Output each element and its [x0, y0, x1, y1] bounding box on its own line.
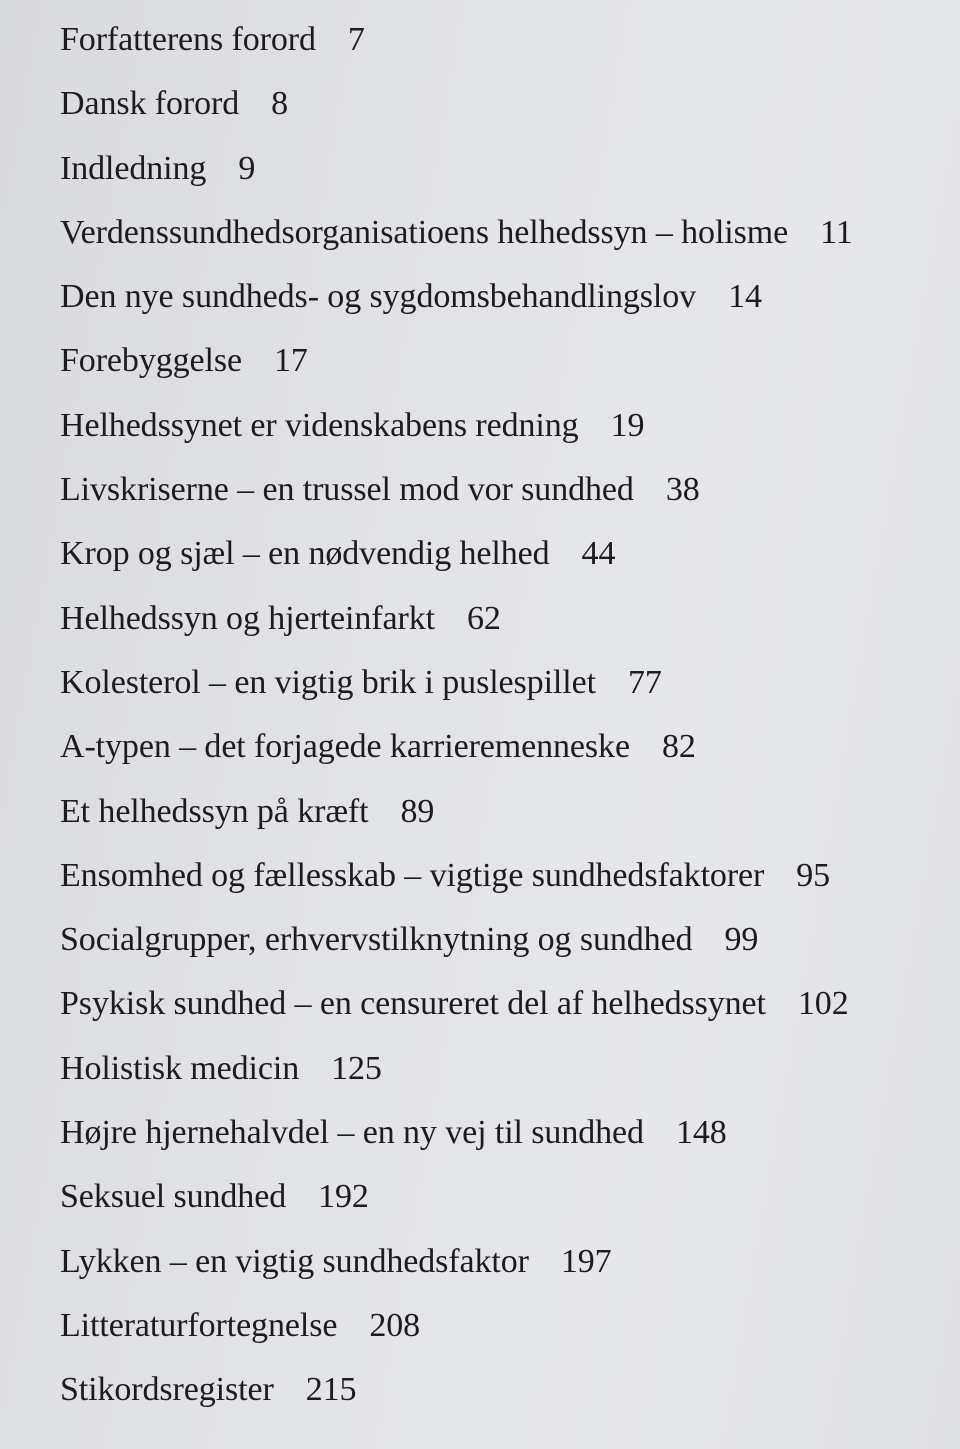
- toc-entry: [60, 207, 940, 271]
- toc-entry-page: 99: [724, 921, 759, 959]
- toc-entry-page: 17: [273, 342, 308, 380]
- toc-entry-page: 215: [305, 1371, 357, 1409]
- toc-entry: [60, 1236, 940, 1300]
- toc-entry-title: A-typen – det forjagede karrieremenneske: [60, 728, 630, 766]
- toc-entry-page: 82: [661, 728, 696, 766]
- toc-entry-title: Indledning: [60, 149, 207, 187]
- toc-entry-page: 192: [318, 1178, 369, 1216]
- toc-entry: [60, 1043, 940, 1107]
- toc-entry-title: Højre hjernehalvdel – en ny vej til sundhed: [60, 1114, 644, 1152]
- toc-entry-page: 9: [238, 149, 256, 187]
- toc-entry-title: Krop og sjæl – en nødvendig helhed: [60, 535, 550, 573]
- toc-entry-page: 89: [400, 792, 435, 830]
- toc-entry-page: 19: [610, 406, 645, 444]
- toc-entry-title: Socialgrupper, erhvervstilknytning og sundhed: [60, 921, 693, 959]
- toc-entry: [60, 1171, 940, 1235]
- toc-entry: [60, 1364, 940, 1428]
- toc-entry-page: 8: [271, 85, 289, 123]
- toc-entry-title: Helhedssynet er videnskabens redning: [60, 406, 579, 444]
- toc-entry-page: 44: [581, 535, 616, 573]
- toc-entry-title: Forebyggelse: [60, 342, 242, 380]
- toc-entry-title: Livskriserne – en trussel mod vor sundhed: [60, 471, 634, 509]
- toc-entry: [60, 528, 940, 592]
- toc-entry-page: 125: [331, 1049, 382, 1087]
- toc-entry: [60, 335, 940, 399]
- toc-entry: [60, 593, 940, 657]
- toc-entry-page: 14: [728, 278, 762, 316]
- toc-entry-page: 197: [560, 1242, 612, 1280]
- toc-entry-page: 102: [797, 985, 849, 1023]
- toc-entry: [60, 400, 940, 464]
- toc-entry-page: 7: [347, 21, 365, 58]
- toc-entry-page: 11: [820, 213, 853, 251]
- toc-entry: [60, 721, 940, 785]
- toc-entry-title: Litteraturfortegnelse: [60, 1306, 338, 1344]
- toc-entry-title: Dansk forord: [60, 85, 240, 123]
- toc-entry-page: 95: [796, 856, 831, 894]
- toc-entry-title: Et helhedssyn på kræft: [60, 792, 369, 830]
- toc-entry-title: Helhedssyn og hjerteinfarkt: [60, 599, 435, 637]
- toc-entry-title: Forfatterens forord: [60, 21, 316, 58]
- toc-entry: [60, 978, 940, 1042]
- toc-entry-title: Stikordsregister: [60, 1371, 274, 1409]
- toc-entry: [60, 850, 940, 914]
- toc-entry: [60, 786, 940, 850]
- table-of-contents: [60, 14, 940, 1429]
- toc-entry-page: 77: [627, 663, 662, 701]
- toc-entry-title: Seksuel sundhed: [60, 1178, 287, 1216]
- toc-entry-page: 62: [466, 599, 501, 637]
- toc-entry: [60, 143, 940, 207]
- toc-entry: [60, 914, 940, 978]
- toc-entry-title: Ensomhed og fællesskab – vigtige sundhedsfaktorer: [60, 856, 765, 894]
- toc-entry: [60, 271, 940, 335]
- toc-entry-title: Den nye sundheds- og sygdomsbehandlingslov: [60, 278, 697, 316]
- toc-entry: [60, 14, 940, 78]
- toc-entry: [60, 1107, 940, 1171]
- toc-entry-title: Verdenssundhedsorganisatioens helhedssyn – holisme: [60, 213, 789, 251]
- toc-entry-title: Kolesterol – en vigtig brik i puslespillet: [60, 663, 596, 701]
- toc-entry: [60, 1300, 940, 1364]
- toc-entry-title: Holistisk medicin: [60, 1049, 300, 1087]
- toc-entry: [60, 657, 940, 721]
- toc-entry: [60, 464, 940, 528]
- toc-entry-page: 148: [675, 1114, 727, 1152]
- toc-entry-page: 208: [369, 1306, 421, 1344]
- toc-entry-title: Psykisk sundhed – en censureret del af helhedssynet: [60, 985, 766, 1023]
- toc-entry-title: Lykken – en vigtig sundhedsfaktor: [60, 1242, 529, 1280]
- toc-entry-page: 38: [665, 471, 700, 509]
- toc-entry: [60, 78, 940, 142]
